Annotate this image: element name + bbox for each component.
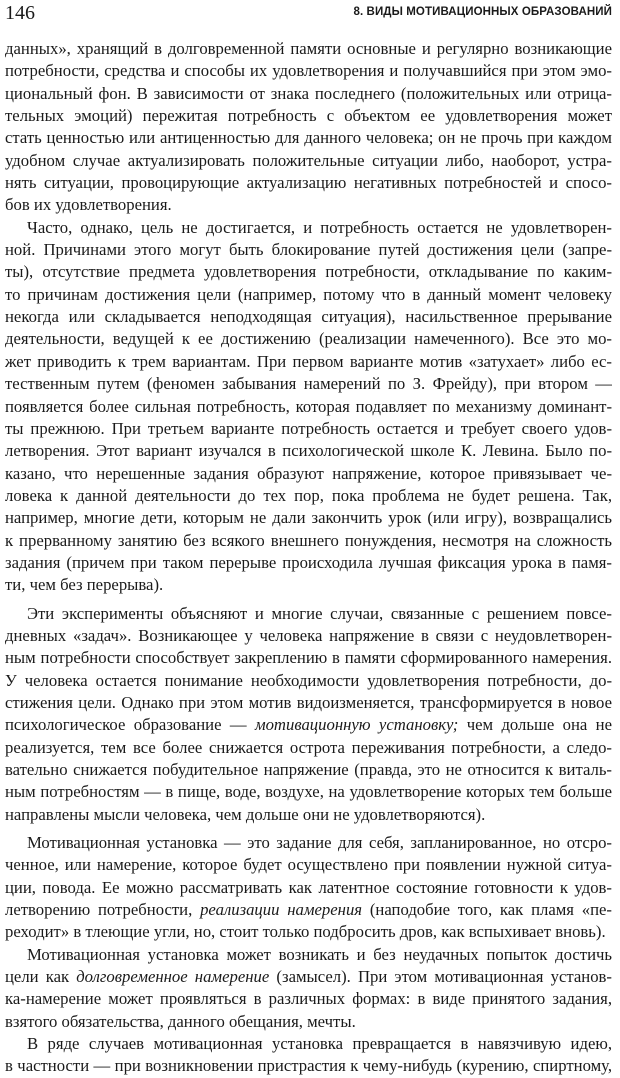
paragraph-1 [5,38,612,217]
text-line: тельных эмоций) пережитая потребность с объектом ее удовлетворения может [5,106,612,126]
text-segment: чем дольше она не [458,715,612,735]
text-line: Мотивационная установка может возникать и без неудачных попыток достичь [27,944,612,964]
text-line: дневных «задач». Возникающее у человека напряжение в связи с неудовлетворен- [5,625,612,645]
text-line: ловека к данной деятельности до тех пор, пока проблема не будет решена. Так, [5,485,612,505]
page-header [5,0,612,30]
italic-term: долговременное намерение [76,967,270,987]
text-line: летворения. Этот вариант изучался в психологической школе К. Левина. Было по- [5,441,612,461]
text-line: ти, чем без перерыва). [5,575,164,595]
text-line: ным потребностям — в пище, воде, воздухе, на удовлетворение которых тем больше [5,782,612,802]
text-line: Часто, однако, цель не достигается, и потребность остается не удовлетворен- [27,217,612,237]
text-segment: летворению потребности, [5,900,201,920]
text-line: вательно снижается побудительное напряжение (правда, это не относится к виталь- [5,760,612,779]
text-line: к прерванному занятию без всякого внешнего понуждения, несмотря на сложность [5,530,612,550]
text-line: деятельности, ведущей к ее достижению (реализации намеченного). Все это мо- [5,329,612,349]
text-line: казано, что нерешенные задания образуют напряжение, которое привязывает че- [5,463,612,483]
text-line: реходит» в тлеющие угли, но, стоит только подбросить дров, как вспыхивает вновь). [5,922,606,942]
text-line: задания (причем при таком перерыве происходила лучшая фиксация урока в памя- [5,552,612,572]
text-line: взятого обязательства, данного обещания, мечты. [5,1011,356,1031]
text-line: бов их удовлетворения. [5,195,172,215]
text-line: стижения цели. Однако при этом мотив видоизменяется, трансформируется в новое [5,692,612,712]
text-line [5,899,612,921]
text-line [5,714,612,736]
text-line: циональный фон. В зависимости от знака последнего (положительных или отрица- [5,83,612,103]
text-line: данных», хранящий в долговременной памяти основные и регулярно возникающие [5,39,612,58]
italic-term: мотивационную установку; [254,715,459,735]
paragraph-3 [5,603,612,826]
text-line: ка-намерение может проявляться в различных формах: в виде принятого задания, [5,989,612,1009]
text-line: В ряде случаев мотивационная установка превращается в навязчивую идею, [27,1034,612,1054]
text-line: направлены мысли человека, чем дольше они не удовлетворяются). [5,804,486,824]
text-line: стать ценностью или антиценностью для данного человека; он не прочь при каждом [5,128,612,148]
text-line: Эти эксперименты объясняют и многие случаи, связанные с решением повсе- [27,603,612,623]
text-segment: цели как [5,967,77,987]
text-line: ным потребности способствует закреплению в памяти сформированного намерения. [5,648,612,668]
paragraph-5 [5,944,612,1033]
text-line: ной. Причинами этого могут быть блокирование путей достижения цели (запре- [5,240,612,260]
paragraph-4 [5,832,612,944]
text-line: жет приводить к трем вариантам. При первом варианте мотив «затухает» либо ес- [5,351,612,371]
text-line: потребности, средства и способы их удовлетворения и получавшийся при этом эмо- [5,61,612,81]
text-line: ты), отсутствие предмета удовлетворения потребности, откладывание по каким- [5,262,612,282]
text-segment: психологическое образование — [5,715,255,735]
italic-term: реализации намерения [200,900,363,920]
text-segment: (наподобие того, как пламя «пе- [362,900,612,920]
body-text [5,38,612,1078]
text-line [5,966,612,988]
text-line: Мотивационная установка — это задание для себя, запланированное, но отсро- [27,833,612,853]
paragraph-2 [5,217,612,597]
running-title: 8. ВИДЫ МОТИВАЦИОННЫХ ОБРАЗОВАНИЙ [353,6,612,18]
text-line: тественным путем (феномен забывания намерений по З. Фрейду), при втором — [5,374,612,394]
text-line: то причинам достижения цели (например, потому что в данный момент человеку [5,284,612,304]
text-line: ции, повода. Ее можно рассматривать как латентное состояние готовности к удов- [5,877,612,897]
text-line: некогда или складывается неподходящая ситуация), насильственное прерывание [5,307,612,327]
text-line: в частности — при возникновении пристрастия к чему-нибудь (курению, спиртному, [5,1056,612,1076]
text-line: У человека остается понимание необходимости удовлетворения потребности, до- [5,670,612,690]
text-line: удобном случае актуализировать положительные ситуации либо, наоборот, устра- [5,150,612,170]
text-line: реализуется, тем все более снижается острота переживания потребности, а следо- [5,737,612,757]
text-line: ченное, или намерение, которое будет осуществлено при появлении нужной ситуа- [5,855,612,875]
text-line: нять ситуации, провоцирующие актуализацию негативных потребностей и спосо- [5,173,612,193]
page-number: 146 [5,2,35,24]
text-segment: (замысел). При этом мотивационная установ- [269,967,612,987]
text-line: например, многие дети, которым не дали закончить урок (или игру), возвращались [5,508,612,528]
text-line: ты прежнюю. При третьем варианте потребность остается и требует своего удов- [5,418,612,438]
text-line: появляется более сильная потребность, которая подавляет по механизму доминант- [5,396,612,416]
paragraph-6 [5,1033,612,1078]
